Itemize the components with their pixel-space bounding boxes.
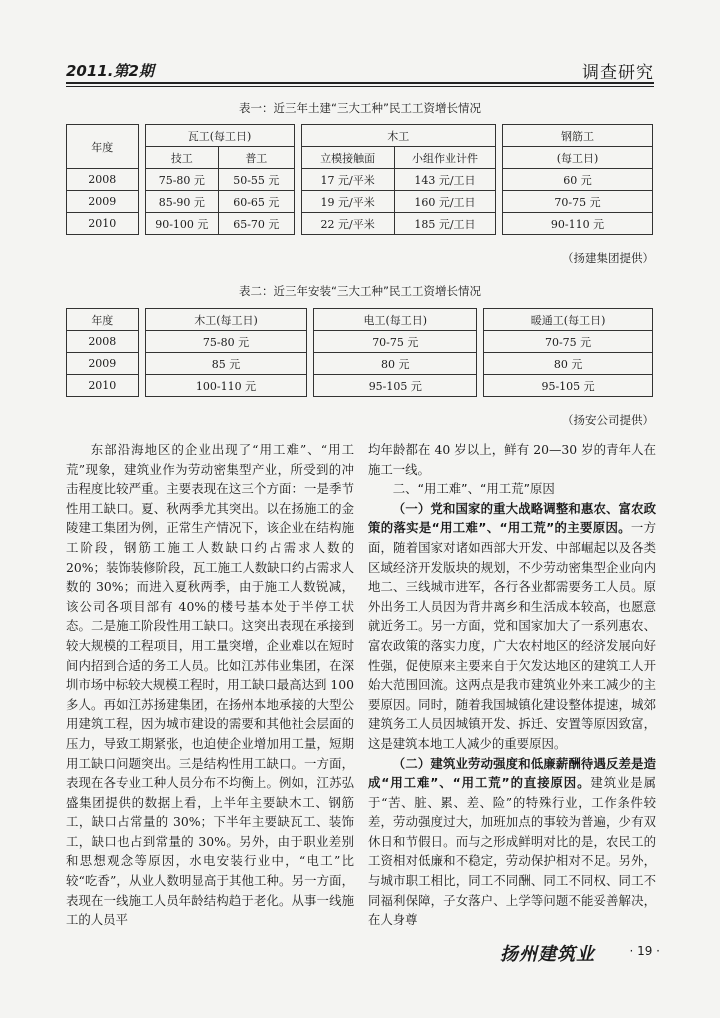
table-cell: 85 元 bbox=[145, 353, 307, 375]
table1-subheader-gangjin-unit: (每工日) bbox=[503, 147, 653, 169]
table2-header-mugong: 木工(每工日) bbox=[145, 309, 307, 331]
table-cell: 2009 bbox=[67, 353, 139, 375]
table1-header-gangjin: 钢筋工 bbox=[503, 125, 653, 147]
section-title: 调查研究 bbox=[582, 63, 654, 83]
table-cell: 22 元/平米 bbox=[301, 213, 394, 235]
table-cell: 100-110 元 bbox=[145, 375, 307, 397]
table-row bbox=[67, 375, 653, 397]
table-cell: 95-105 元 bbox=[314, 375, 477, 397]
table-cell: 70-75 元 bbox=[484, 331, 653, 353]
body-text: 一方面，随着国家对诸如西部大开发、中部崛起以及各类区域经济开发版块的规划，不少劳动密集型企业向内地二、三线城市进军，各行各业都需要务工人员。原外出务工人员因为背井离乡和生活成本较高，也愿意就近务工。另一方面，党和国家加大了一系列惠农、富农政策的落实力度，广大农村地区的经济发展向好性强，促使原来主要来自于欠发达地区的建筑工人开始大范围回流。这两点是我市建筑业外来工减少的主要原因。同时，随着我国城镇化建设整体提速，城郊建筑务工人员因城镇开发、拆迁、安置等原因致富，这是建筑本地工人减少的重要原因。 bbox=[368, 520, 657, 751]
table-cell: 75-80 元 bbox=[145, 331, 307, 353]
table1-header-year: 年度 bbox=[67, 125, 139, 169]
subsection-heading: （一）党和国家的重大战略调整和惠农、富农政策的落实是“用工难”、“用工荒”的主要原因。 bbox=[368, 500, 656, 536]
page-number: · 19 · bbox=[629, 944, 660, 958]
table1-source: （扬建集团提供） bbox=[562, 251, 654, 265]
table-cell: 60 元 bbox=[503, 169, 653, 191]
table1-subheader-limo: 立模接触面 bbox=[301, 147, 394, 169]
table1-subheader-pugong: 普工 bbox=[219, 147, 294, 169]
table-cell: 80 元 bbox=[314, 353, 477, 375]
table1-caption: 表一：近三年土建“三大工种”民工工资增长情况 bbox=[239, 101, 481, 115]
table-cell: 185 元/工日 bbox=[394, 213, 495, 235]
table-cell: 75-80 元 bbox=[145, 169, 219, 191]
table-row bbox=[67, 191, 653, 213]
magazine-logo: 扬州建筑业 bbox=[500, 944, 595, 965]
left-column bbox=[66, 440, 354, 930]
table1-header-wagong: 瓦工(每工日) bbox=[145, 125, 294, 147]
table-cell: 90-100 元 bbox=[145, 213, 219, 235]
right-column bbox=[368, 440, 656, 930]
table1-subheader-xiaozu: 小组作业计件 bbox=[394, 147, 495, 169]
table-cell: 60-65 元 bbox=[219, 191, 294, 213]
table-row bbox=[67, 353, 653, 375]
table-cell: 2009 bbox=[67, 191, 139, 213]
table-cell: 160 元/工日 bbox=[394, 191, 495, 213]
table2-header-diangong: 电工(每工日) bbox=[314, 309, 477, 331]
table2-header-nuantong: 暖通工(每工日) bbox=[484, 309, 653, 331]
table-cell: 65-70 元 bbox=[219, 213, 294, 235]
table2 bbox=[66, 308, 653, 397]
table-cell: 2010 bbox=[67, 213, 139, 235]
table1-subheader-jigong: 技工 bbox=[145, 147, 219, 169]
table2-source: （扬安公司提供） bbox=[562, 413, 654, 427]
page-footer bbox=[500, 940, 660, 966]
table-cell: 70-75 元 bbox=[503, 191, 653, 213]
header-rule bbox=[66, 82, 654, 84]
section-heading: 二、“用工难”、“用工荒”原因 bbox=[392, 481, 555, 497]
table-cell: 80 元 bbox=[484, 353, 653, 375]
table-cell: 95-105 元 bbox=[484, 375, 653, 397]
table-row bbox=[67, 213, 653, 235]
table-cell: 2008 bbox=[67, 169, 139, 191]
table-row bbox=[67, 169, 653, 191]
table2-caption: 表二：近三年安装“三大工种”民工工资增长情况 bbox=[239, 284, 481, 298]
table2-header-year: 年度 bbox=[67, 309, 139, 331]
header-rule-thin bbox=[66, 86, 654, 87]
table-cell: 17 元/平米 bbox=[301, 169, 394, 191]
table-row bbox=[67, 331, 653, 353]
body-paragraph bbox=[368, 754, 656, 930]
body-paragraph: 均年龄都在 40 岁以上，鲜有 20—30 岁的青年人在施工一线。 bbox=[368, 442, 656, 477]
table-cell: 90-110 元 bbox=[503, 213, 653, 235]
table-cell: 70-75 元 bbox=[314, 331, 477, 353]
body-paragraph: 东部沿海地区的企业出现了“用工难”、“用工荒”现象，建筑业作为劳动密集型产业，所受到的冲击程度比较严重。主要表现在这三个方面：一是季节性用工缺口。夏、秋两季尤其突出。以在扬施工的金陵建工集团为例，正常生产情况下，该企业在结构施工阶段，钢筋工施工人数缺口约占需求人数的 20%；装饰装修阶段，瓦工施工人数缺口约占需求人数的 30%；而进入夏秋两季，由于施工人数锐减，该公司各项目部有 40%的楼号基本处于半停工状态。二是施工阶段性用工缺口。这突出表现在承接到较大规模的工程项目，用工量突增，企业难以在短时间内招到合适的务工人员。比如江苏伟业集团，在深圳市场中标较大规模工程时，用工缺口最高达到 100 多人。再如江苏扬建集团，在扬州本地承接的大型公用建筑工程，因为城市建设的需要和其他社会层面的压力，导致工期紧张，也迫使企业增加用工量，短期用工缺口问题突出。三是结构性用工缺口。一方面，表现在各专业工种人员分布不均衡上。例如，江苏弘盛集团提供的数据上看，上半年主要缺木工、钢筋工，缺口占常量的 30%；下半年主要缺瓦工、装饰工，缺口也占到常量的 30%。另外，由于职业差别和思想观念等原因，水电安装行业中，“电工”比较“吃香”，从业人数明显高于其他工种。另一方面，表现在一线施工人员年龄结构趋于老化。从事一线施工的人员平 bbox=[66, 442, 354, 928]
table-cell: 85-90 元 bbox=[145, 191, 219, 213]
table-cell: 143 元/工日 bbox=[394, 169, 495, 191]
table-cell: 19 元/平米 bbox=[301, 191, 394, 213]
table1-header-mugong: 木工 bbox=[301, 125, 496, 147]
subsection-heading: （二）建筑业劳动强度和低廉薪酬待遇反差是造成“用工难”、“用工荒”的直接原因。 bbox=[368, 755, 656, 791]
body-text: 建筑业是属于“苦、脏、累、差、险”的特殊行业，工作条件较差，劳动强度过大，加班加点的事较为普遍，少有双休日和节假日。而与之形成鲜明对比的是，农民工的工资相对低廉和不稳定，劳动保护相对不足。另外，与城市职工相比，同工不同酬、同工不同权、同工不同福利保障，子女落户、上学等问题不能妥善解决，在人身尊 bbox=[368, 775, 656, 928]
page-header bbox=[66, 58, 654, 88]
body-paragraph bbox=[368, 499, 656, 754]
issue-label: 2011.第2期 bbox=[66, 62, 154, 80]
table-cell: 2008 bbox=[67, 331, 139, 353]
table-cell: 50-55 元 bbox=[219, 169, 294, 191]
table-cell: 2010 bbox=[67, 375, 139, 397]
table1 bbox=[66, 124, 653, 235]
